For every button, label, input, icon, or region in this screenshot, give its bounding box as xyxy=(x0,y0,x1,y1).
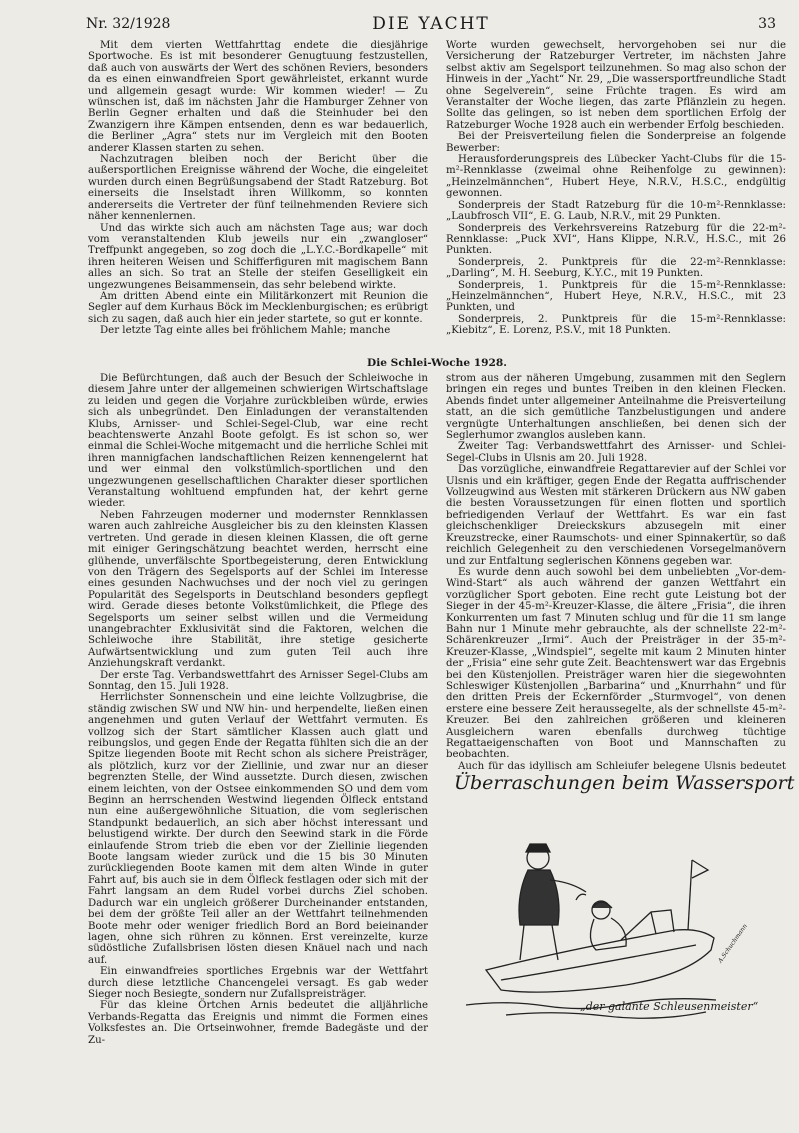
flag-pole xyxy=(688,860,692,930)
cartoon-drawing xyxy=(446,800,786,1030)
paragraph: Und das wirkte sich auch am nächsten Tage aus; war doch vom veranstaltenden Klub jeweils nur ein „zwangloser“ Treffpunkt angegeben, so zog doch die „L.Y.C.-Bordkapelle“ mit ihren heiteren Weisen und Schifferfiguren mit magischem Bann alles an sich. So trat an Stelle der steifen Geselligkeit ein ungezwungenes Beisammensein, das sehr belebend wirkte. xyxy=(88,222,428,291)
issue-number: Nr. 32/1928 xyxy=(86,16,171,32)
cartoon-caption: „der galante Schleusenmeister“ xyxy=(580,1000,759,1013)
paragraph: Der letzte Tag einte alles bei fröhlichem Mahle; manche xyxy=(100,325,391,337)
article-column-3 xyxy=(88,373,428,1083)
paragraph: Herrlichster Sonnenschein und eine leichte Vollzugbrise, die ständig zwischen SW und NW hin- und herpendelte, ließen einen angenehmen und guten Verlauf der Wettfahrt vermuten. Es vollzog sich der Start sämtlicher Klassen auch glatt und reibungslos, und gegen Ende der Regatta fühlten sich die an der Spitze liegenden Boote mit Recht schon als sichere Preisträger, als plötzlich, kurz vor der Ziellinie, und zwar nur an dieser begrenzten Stelle, der Wind aussetzte. Durch diesen, zwischen einem leichten, von der Ostsee einkommenden SO und dem vom Beginn an herrschenden Westwind liegenden Ölfleck entstand nun eine außergewöhnliche Situation, die vom seglerischen Standpunkt bedauerlich, an sich aber höchst interessant und belustigend wirkte. Der durch den Seewind stark in die Förde einlaufende Strom trieb die eben vor der Ziellinie liegenden Boote langsam wieder zurück und die 15 bis 30 Minuten zurückliegenden Boote kamen mit dem alten Winde in guter Fahrt auf, bis auch sie in dem Ölfleck festlagen oder sich mit der Fahrt langsam an dem Rudel vorbei durchs Ziel schoben. Dadurch war ein ungleich größerer Durcheinander entstanden, bei dem der größte Teil aller an der Wettfahrt teilnehmenden Boote mehr oder weniger friedlich Bord an Bord beieinander lagen, ohne sich rühren zu können. Erst vereinzelte, kurze südöstliche Zufallsbrisen lösten diesen Knäuel nach und nach auf. xyxy=(88,692,428,966)
paragraph: Sonderpreis, 1. Punktpreis für die 15-m²-Rennklasse: „Heinzelmännchen“, Hubert Heye, N.R.V., H.S.C., mit 23 Punkten, und xyxy=(446,279,786,314)
cartoon-title: Überraschungen beim Wassersport xyxy=(454,772,795,794)
lockkeeper-body xyxy=(519,870,559,925)
paragraph: Nachzutragen bleiben noch der Bericht über die außersportlichen Ereignisse während der Woche, die eingeleitet wurden durch einen Begrüßungsabend der Stadt Ratzeburg. Bot einerseits die Inselstadt ihren Willkomm, so konnten andererseits die Vertreter der fünf teilnehmenden Reviere sich näher kennenlernen. xyxy=(88,154,428,223)
paragraph: strom aus der näheren Umgebung, zusammen mit den Seglern bringen ein reges und buntes Treiben in den kleinen Flecken. Abends findet unter allgemeiner Anteilnahme die Preisverteilung statt, an die sich gemütliche Tanzbelustigungen und andere vergnügte Unterhaltungen anschließen, bei denen sich der Seglerhumor zwanglos ausleben kann. xyxy=(446,373,786,442)
artist-signature: A.Schuchmann xyxy=(716,922,749,965)
paragraph: Das vorzügliche, einwandfreie Regattarevier auf der Schlei vor Ulsnis und ein kräftiger, gegen Ende der Regatta auffrischender Vollzeugwind aus Westen mit stärkeren Drückern aus NW gaben die besten Voraussetzungen für einen flotten und sportlich befriedigenden Verlauf der Wettfahrt. Es war ein fast gleichschenkliger Dreieckskurs abzusegeln mit einer Kreuzstrecke, einer Raumschots- und einer Spinnakertür, so daß reichlich Gelegenheit zu den verschiedenen Vorsegelmanövern und zur Entfaltung seglerischen Könnens gegeben war. xyxy=(446,464,786,567)
paragraph: Sonderpreis des Verkehrsvereins Ratzeburg für die 22-m²-Rennklasse: „Puck XVI“, Hans Klippe, N.R.V., H.S.C., mit 26 Punkten. xyxy=(446,222,786,257)
paragraph: Worte wurden gewechselt, hervorgehoben sei nur die Versicherung der Ratzeburger Vertreter, im nächsten Jahre selbst aktiv am Segelsport teilzunehmen. So mag also schon der Hinweis in der „Yacht“ Nr. 29, „Die wassersportfreundliche Stadt ohne Segelverein“, seine Früchte tragen. Es wird am Veranstalter der Woche liegen, das zarte Pflänzlein zu hegen. Sollte das gelingen, so ist neben dem sportlichen Erfolg der Ratzeburger Woche 1928 auch ein werbender Erfolg beschieden. xyxy=(446,40,786,131)
paragraph: Die Befürchtungen, daß auch der Besuch der Schleiwoche in diesem Jahre unter der allgemeinen schwierigen Wirtschaftslage zu leiden und gegen die Vorjahre zurückbleiben würde, erwies sich als unbegründet. Den Einladungen der veranstaltenden Klubs, Arnisser- und Schlei-Segel-Club, war eine recht beachtenswerte Anzahl Boote gefolgt. Es ist schon so, wer einmal die Schlei-Woche mitgemacht und die herrliche Schlei mit ihren mannigfachen landschaftlichen Reizen kennengelernt hat und wer einmal den volkstümlich-sportlichen und den ungezwungenen gesellschaftlichen Charakter dieser sportlichen Veranstaltung wohltuend empfunden hat, der kehrt gerne wieder. xyxy=(88,373,428,510)
cartoon-illustration xyxy=(446,772,795,1022)
paragraph: Bei der Preisverteilung fielen die Sonderpreise an folgende Bewerber: xyxy=(446,131,786,154)
paragraph: Sonderpreis, 2. Punktpreis für die 22-m²-Rennklasse: „Darling“, M. H. Seeburg, K.Y.C., mit 19 Punkten. xyxy=(446,256,786,280)
article-column-4 xyxy=(446,373,786,771)
paragraph: Auch für das idyllisch am Schleiufer belegene Ulsnis bedeutet xyxy=(458,760,786,771)
article-column-2 xyxy=(446,40,786,346)
magazine-title: DIE YACHT xyxy=(372,14,490,34)
paragraph: Ein einwandfreies sportliches Ergebnis war der Wettfahrt durch diese letztliche Chancengelei versagt. Es gab weder Sieger noch Besiegte, sondern nur Zufallspreisträger. xyxy=(88,966,428,1000)
paragraph: Sonderpreis, 2. Punktpreis für die 15-m²-Rennklasse: „Kiebitz“, E. Lorenz, P.S.V., mit 18 Punkten. xyxy=(446,313,786,337)
paragraph: Der erste Tag. Verbandswettfahrt des Arnisser Segel-Clubs am Sonntag, den 15. Juli 1928. xyxy=(88,669,428,692)
article-column-1 xyxy=(88,40,428,346)
paragraph: Neben Fahrzeugen moderner und modernster Rennklassen waren auch zahlreiche Ausgleicher bis zu den kleinsten Klassen vertreten. Und gerade in diesen kleinen Klassen, die oft gerne mit einiger Geringschätzung beachtet werden, herrscht eine glühende, unverfälschte Sportbegeisterung, deren Entwicklung von den Trägern des Segelsports auf der Schlei im Interesse eines gesunden Nachwuchses und der noch viel zu geringen Popularität des Segelsports in Deutschland besonders gepflegt wird. Gerade dieses betonte Volkstümlichkeit, die Pflege des Segelsports um seiner selbst willen und die Vermeidung unangebrachter Exklusivität sind die Faktoren, welchen die Schleiwoche ihre Stabilität, ihre stetige gesicherte Aufwärtsentwicklung und zum guten Teil auch ihre Anziehungskraft verdankt. xyxy=(88,509,428,670)
page-number: 33 xyxy=(758,16,776,32)
paragraph: Herausforderungspreis des Lübecker Yacht-Clubs für die 15-m²-Rennklasse (zweimal ohne Reihenfolge zu gewinnen): „Heinzelmännchen“, Hubert Heye, N.R.V., H.S.C., endgültig gewonnen. xyxy=(446,154,786,200)
page-header xyxy=(86,14,776,38)
paragraph: Zweiter Tag: Verbandswettfahrt des Arnisser- und Schlei-Segel-Clubs in Ulsnis am 20. Juli 1928. xyxy=(446,441,786,464)
paragraph: Mit dem vierten Wettfahrttag endete die diesjährige Sportwoche. Es ist mit besonderer Genugtuung festzustellen, daß auch von auswärts der Wert des schönen Reviers, besonders da es einen einwandfreien Sport gewährleistet, erkannt wurde und allgemein gesagt wurde: Wir kommen wieder! — Zu wünschen ist, daß im nächsten Jahr die Hamburger Zehner von Berlin Gegner erhalten und daß die Steinhuder bei den Zwanzigern ihre Kämpen entsenden, denn es war bedauerlich, die Berliner „Agra“ stets nur im Vergleich mit den Booten anderer Klassen starten zu sehen. xyxy=(88,40,428,154)
boat-hull xyxy=(486,930,714,992)
paragraph: Am dritten Abend einte ein Militärkonzert mit Reunion die Segler auf dem Kurhaus Böck im Mecklenburgischen; es erübrigt sich zu sagen, daß auch hier ein jeder startete, so gut er konnte. xyxy=(88,290,428,325)
section-heading: Die Schlei-Woche 1928. xyxy=(367,357,507,369)
paragraph: Es wurde denn auch sowohl bei dem unbeliebten „Vor-dem-Wind-Start“ als auch während der ganzen Wettfahrt ein vorzüglicher Sport geboten. Eine recht gute Leistung bot der Sieger in der 45-m²-Kreuzer-Klasse, die ältere „Frisia“, die ihren Konkurrenten um fast 7 Minuten schlug und für die 11 sm lange Bahn nur 1 Minute mehr gebrauchte, als der schnellste 22-m²-Schärenkreuzer „Irmi“. Auch der Preisträger in der 35-m²-Kreuzer-Klasse, „Windspiel“, segelte mit kaum 2 Minuten hinter der „Frisia“ eine sehr gute Zeit. Beachtenswert war das Ergebnis bei den Küstenjollen. Preisträger waren hier die siegewohnten Schleswiger Küstenjollen „Barbarina“ und „Knurrhahn“ und für den dritten Preis der Eckernförder „Sturmvogel“, von denen erstere eine bessere Zeit heraussegelte, als der schnellste 45-m²-Kreuzer. Bei den zahlreichen größeren und kleineren Ausgleichern waren ebenfalls durchweg tüchtige Regattaeigenschaften von Boot und Mannschaften zu beobachten. xyxy=(446,566,786,761)
paragraph: Sonderpreis der Stadt Ratzeburg für die 10-m²-Rennklasse: „Laubfrosch VII“, E. G. Laub, N.R.V., mit 29 Punkten. xyxy=(446,199,786,223)
paragraph: Für das kleine Örtchen Arnis bedeutet die alljährliche Verbands-Regatta das Ereignis und nimmt die Formen eines Volksfestes an. Die Ortseinwohner, fremde Badegäste und der Zu- xyxy=(88,1000,428,1046)
